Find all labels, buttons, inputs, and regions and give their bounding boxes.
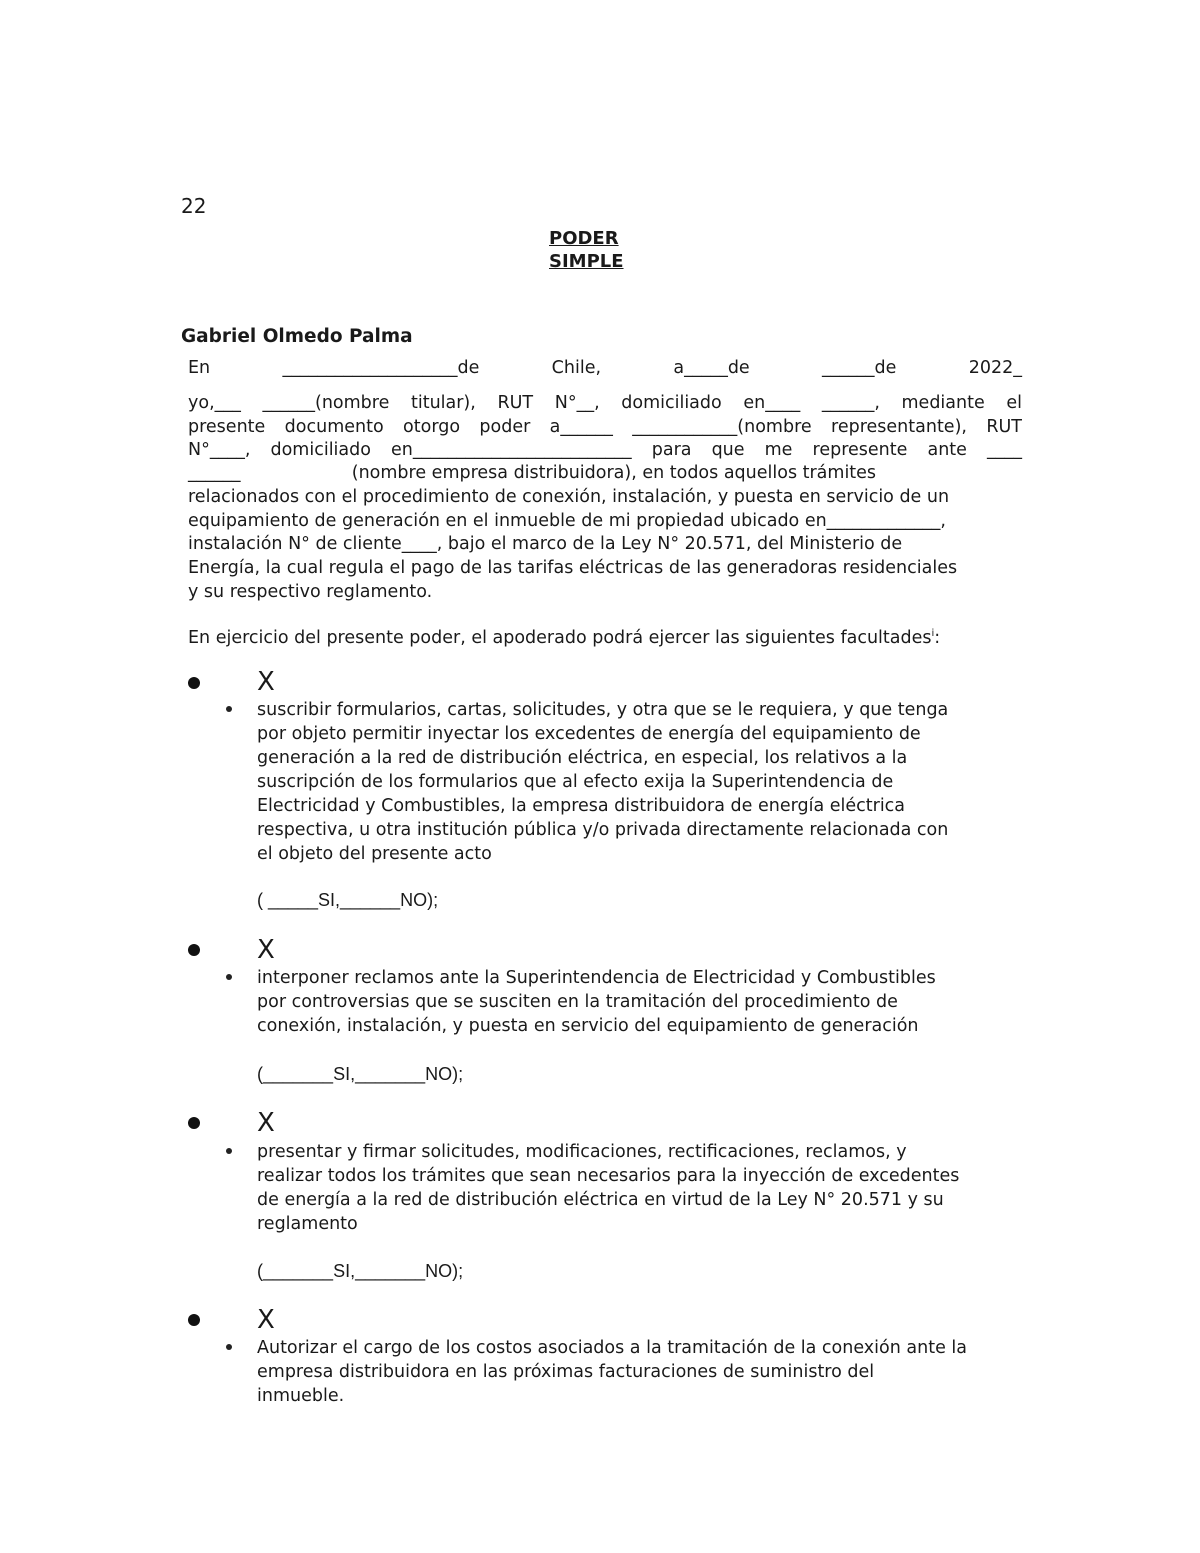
page-number: 22	[181, 194, 207, 218]
bullet-icon	[188, 677, 200, 689]
faculty-text: Autorizar el cargo de los costos asociados a la tramitación de la conexión ante la empresa distribuidora en las próximas facturaciones de suministro del inmueble.	[257, 1338, 967, 1406]
faculty-options: ( _____SI,______NO);	[257, 890, 439, 910]
intro-line: presente documento otorgo poder a______ ____________(nombre representante), RUT	[188, 417, 1022, 437]
intro-line: ______ (nombre empresa distribuidora), en todos aquellos trámites	[188, 463, 877, 483]
bullet-icon	[188, 944, 200, 956]
faculty-options: (_______SI,_______NO);	[257, 1261, 464, 1281]
faculty-text: interponer reclamos ante la Superintendencia de Electricidad y Combustibles por controversias que se susciten en la tramitación del procedimiento de conexión, instalación, y puesta en servicio del equipamiento de generación	[257, 968, 936, 1036]
bullet-icon	[188, 1314, 200, 1326]
intro-line: relacionados con el procedimiento de conexión, instalación, y puesta en servicio de un	[188, 487, 950, 507]
faculty-text: presentar y firmar solicitudes, modificaciones, rectificaciones, reclamos, y realizar todos los trámites que sean necesarios para la inyección de excedentes de energía a la red de distribución eléctrica en virtud de la Ley N° 20.571 y su reglamento	[257, 1142, 960, 1234]
faculty-options: (_______SI,_______NO);	[257, 1064, 464, 1084]
sub-bullet-icon	[226, 706, 232, 712]
sub-bullet-icon	[226, 1148, 232, 1154]
place-date-text: En ____________________de Chile, a_____de ______de 2022_	[188, 358, 1022, 378]
faculties-intro-text: En ejercicio del presente poder, el apoderado podrá ejercer las siguientes facultades	[188, 627, 932, 648]
faculties-intro-colon: :	[934, 627, 941, 648]
intro-line: instalación N° de cliente____, bajo el marco de la Ley N° 20.571, del Ministerio de	[188, 534, 903, 554]
document-title-line1: PODER	[549, 228, 619, 249]
intro-line: yo,___ ______(nombre titular), RUT N°__, domiciliado en____ ______, mediante el	[188, 393, 1022, 413]
faculty-mark: X	[257, 667, 275, 697]
intro-line: Energía, la cual regula el pago de las tarifas eléctricas de las generadoras residenciales	[188, 558, 958, 578]
faculties-intro	[188, 622, 1022, 650]
intro-line: N°____, domiciliado en_________________________ para que me represente ante ____	[188, 440, 1022, 460]
place-date-line	[188, 358, 1022, 378]
bullet-icon	[188, 1117, 200, 1129]
footnote-marker: i	[931, 628, 935, 639]
faculty-mark: X	[257, 935, 275, 965]
document-title-line2: SIMPLE	[549, 251, 624, 272]
sub-bullet-icon	[226, 974, 232, 980]
intro-line: y su respectivo reglamento.	[188, 582, 433, 602]
holder-name: Gabriel Olmedo Palma	[181, 326, 413, 347]
faculty-text: suscribir formularios, cartas, solicitudes, y otra que se le requiera, y que tenga por objeto permitir inyectar los excedentes de energía del equipamiento de generación a la red de distribución eléctrica, en especial, los relativos a la suscripción de los formularios que al efecto exija la Superintendencia de Electricidad y Combustibles, la empresa distribuidora de energía eléctrica respectiva, u otra institución pública y/o privada directamente relacionada con el objeto del presente acto	[257, 700, 949, 864]
faculty-mark: X	[257, 1305, 275, 1335]
intro-line: equipamiento de generación en el inmueble de mi propiedad ubicado en_____________,	[188, 511, 946, 531]
sub-bullet-icon	[226, 1344, 232, 1350]
faculty-mark: X	[257, 1108, 275, 1138]
